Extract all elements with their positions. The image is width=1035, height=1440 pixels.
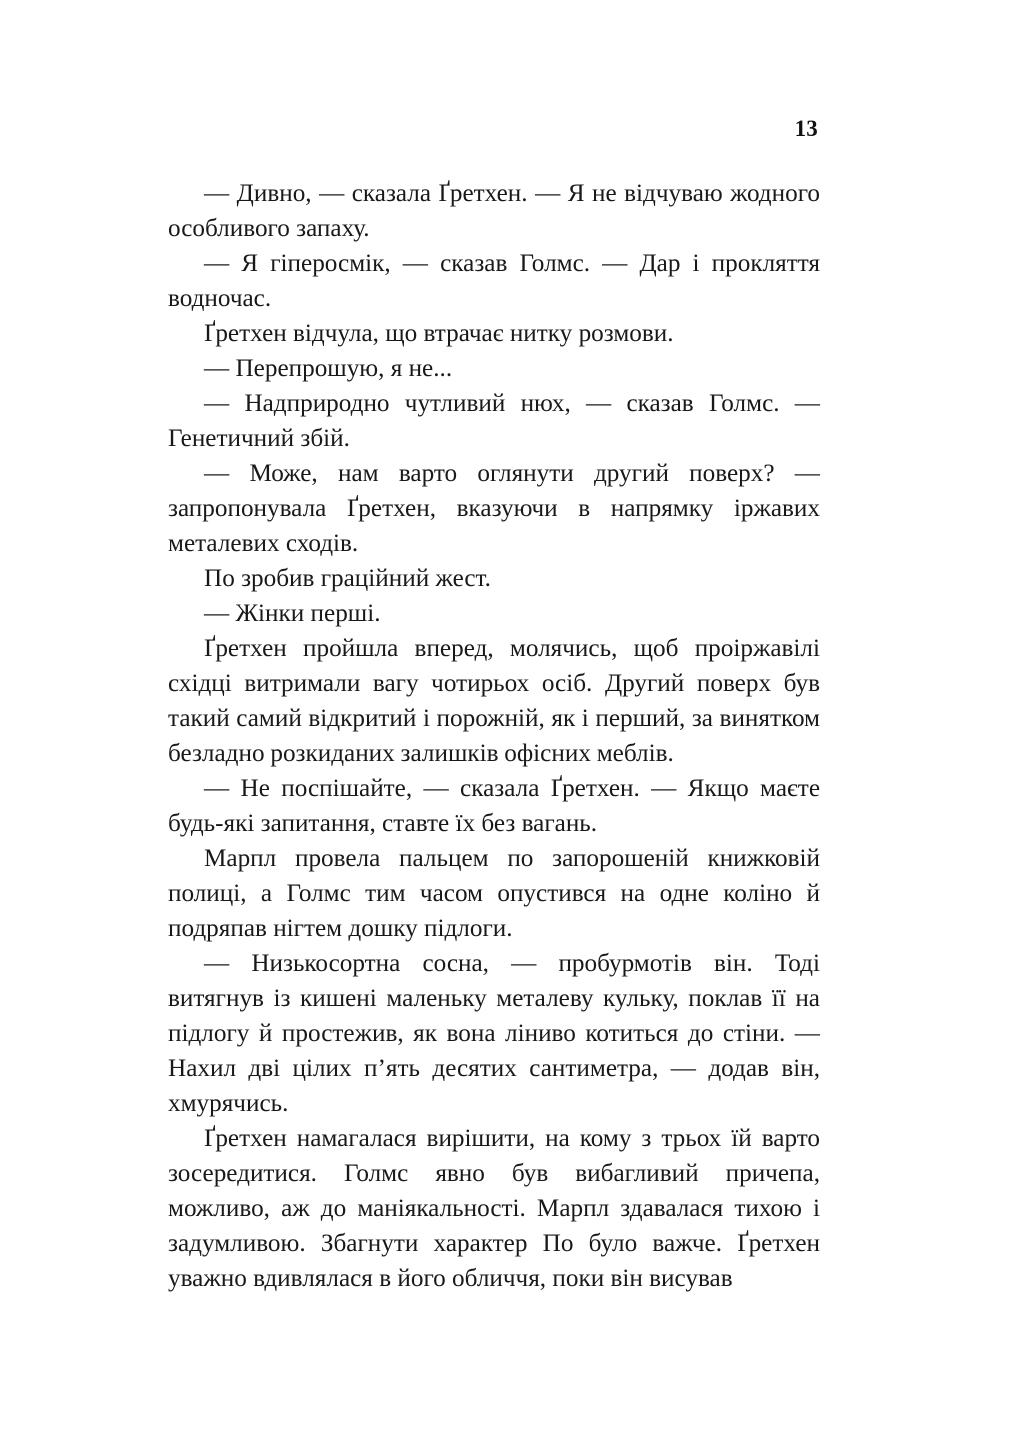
paragraph: Ґретхен намагалася вирішити, на кому з трьох їй варто зосередитися. Голмс явно був вибагливий причепа, можливо, аж до маніякальності. Марпл здавалася тихою і задумливою. Збагнути характер По було важче. Ґретхен уважно вдивлялася в його обличчя, поки він висував (168, 1125, 820, 1292)
paragraph: Ґретхен відчула, що втрачає нитку розмови. (204, 320, 674, 347)
paragraph: — Не поспішайте, — сказала Ґретхен. — Якщо маєте будь-які запитання, ставте їх без вагань. (168, 775, 820, 837)
page-number: 13 (794, 116, 818, 141)
paragraph: — Низькосортна сосна, — пробурмотів він. Тоді витягнув із кишені маленьку металеву кульку, поклав її на підлогу й простежив, як вона ліниво котиться до стіни. — Нахил дві цілих п’ять десятих сантиметра, — додав він, хмурячись. (168, 950, 820, 1117)
paragraph: По зробив граційний жест. (204, 565, 491, 592)
paragraph: Марпл провела пальцем по запорошеній книжковій полиці, а Голмс тим часом опустився на одне коліно й подряпав нігтем дошку підлоги. (168, 845, 820, 942)
paragraph: — Я гіперосмік, — сказав Голмс. — Дар і прокляття водночас. (168, 250, 820, 312)
paragraph: — Може, нам варто оглянути другий поверх? — запропонувала Ґретхен, вказуючи в напрямку іржавих металевих сходів. (168, 460, 820, 557)
paragraph: — Перепрошую, я не... (204, 355, 453, 382)
paragraph: — Надприродно чутливий нюх, — сказав Голмс. — Генетичний збій. (168, 390, 820, 452)
paragraph: Ґретхен пройшла вперед, молячись, щоб проіржавілі східці витримали вагу чотирьох осіб. Другий поверх був такий самий відкритий і порожній, як і перший, за винятком безладно розкиданих залишків офісних меблів. (168, 635, 820, 767)
body-text-block (168, 176, 820, 1296)
paragraph: — Дивно, — сказала Ґретхен. — Я не відчуваю жодного особливого запаху. (168, 180, 820, 242)
paragraph: — Жінки перші. (204, 600, 381, 627)
page-header (168, 114, 818, 144)
